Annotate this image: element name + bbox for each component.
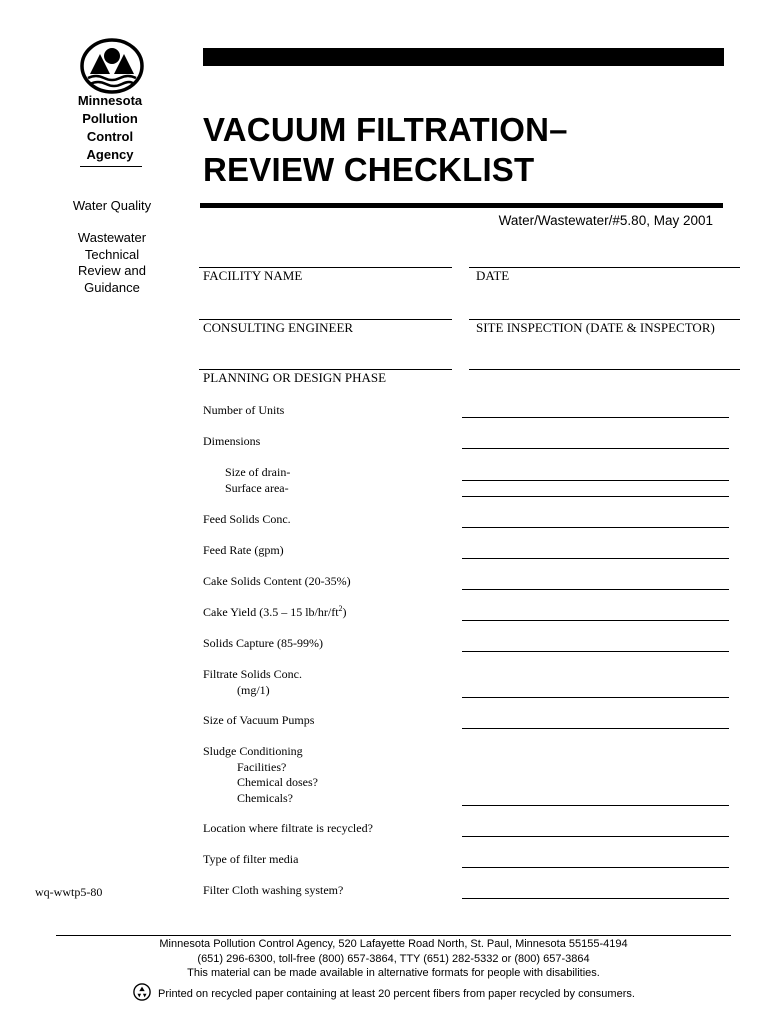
consulting-engineer-label: CONSULTING ENGINEER: [203, 320, 354, 335]
recycle-icon: [133, 983, 151, 1001]
phase-heading: PLANNING OR DESIGN PHASE: [203, 370, 387, 385]
site-inspection-label: SITE INSPECTION (DATE & INSPECTOR): [476, 320, 715, 335]
agency-underline: [80, 166, 142, 167]
program-label: [60, 230, 164, 296]
cake-yield-text: Cake Yield (3.5 – 15 lb/hr/ft: [203, 605, 339, 619]
date-label: DATE: [476, 268, 510, 283]
surface-area-label: Surface area-: [225, 480, 289, 495]
program-line: Wastewater: [77, 230, 147, 245]
filtrate-solids-label: Filtrate Solids Conc.: [203, 667, 302, 681]
cake-yield-exponent: 2: [338, 604, 343, 613]
agency-name-line: Minnesota: [77, 93, 143, 108]
chemical-doses-label: Chemical doses?: [237, 775, 318, 789]
checklist-item-sludge-conditioning: [203, 744, 318, 806]
footer-availability: This material can be made available in alternative formats for people with disabilities.: [187, 967, 600, 979]
agency-name-line: Control: [86, 129, 134, 144]
answer-line-size-of-drain[interactable]: [462, 480, 729, 481]
facility-name-label: FACILITY NAME: [203, 268, 303, 283]
size-of-drain-label: Size of drain-: [225, 465, 291, 479]
program-line: Technical: [84, 246, 140, 262]
checklist-item-vacuum-pumps: Size of Vacuum Pumps: [203, 713, 315, 727]
footer-phones: (651) 296-6300, toll-free (800) 657-3864, TTY (651) 282-5332 or (800) 657-3864: [197, 953, 590, 965]
checklist-item-drain-surface: [203, 465, 290, 496]
answer-line-feed-rate[interactable]: [462, 558, 729, 559]
program-line: Guidance: [84, 279, 140, 295]
filtrate-units-label: (mg/1): [237, 682, 270, 697]
sludge-conditioning-label: Sludge Conditioning: [203, 744, 303, 758]
facilities-label: Facilities?: [237, 759, 287, 774]
checklist-item-cake-solids: Cake Solids Content (20-35%): [203, 574, 351, 588]
answer-line-surface-area[interactable]: [462, 496, 729, 497]
answer-line-filtrate-location[interactable]: [462, 836, 729, 837]
footer-divider: [56, 935, 731, 936]
answer-line-sludge-conditioning[interactable]: [462, 805, 729, 806]
checklist-item-dimensions: Dimensions: [203, 434, 261, 448]
program-line: Review and: [78, 263, 146, 278]
checklist-item-cake-yield: [203, 605, 347, 621]
answer-line-cake-yield[interactable]: [462, 620, 729, 621]
site-inspection-answer-line[interactable]: [469, 369, 740, 370]
checklist-item-filtrate-solids: [203, 667, 302, 698]
document-number: Water/Wastewater/#5.80, May 2001: [498, 213, 713, 228]
division-label: Water Quality: [72, 198, 152, 213]
page-title: [203, 110, 723, 190]
checklist-item-feed-rate: Feed Rate (gpm): [203, 543, 284, 557]
checklist-item-number-of-units: Number of Units: [203, 403, 285, 417]
document-code: wq-wwtp5-80: [35, 885, 103, 899]
header-bar: [203, 48, 724, 66]
answer-line-vacuum-pumps[interactable]: [462, 728, 729, 729]
checklist-item-filter-media: Type of filter media: [203, 852, 299, 866]
checklist-item-feed-solids: Feed Solids Conc.: [203, 512, 291, 526]
answer-line-filtrate-solids[interactable]: [462, 697, 729, 698]
footer-recycled-note: Printed on recycled paper containing at least 20 percent fibers from paper recycled by consumers.: [158, 988, 635, 1000]
mpca-logo-icon: [80, 38, 144, 94]
checklist-item-cloth-washing: Filter Cloth washing system?: [203, 883, 344, 897]
agency-name-line: Pollution: [82, 111, 138, 126]
answer-line-number-of-units[interactable]: [462, 417, 729, 418]
answer-line-solids-capture[interactable]: [462, 651, 729, 652]
footer-address: Minnesota Pollution Control Agency, 520 Lafayette Road North, St. Paul, Minnesota 55155-4194: [159, 938, 628, 950]
cake-yield-close: ): [342, 605, 347, 619]
date-line[interactable]: [469, 267, 740, 268]
answer-line-dimensions[interactable]: [462, 448, 729, 449]
agency-name-line: Agency: [86, 147, 134, 162]
checklist-item-solids-capture: Solids Capture (85-99%): [203, 636, 323, 650]
title-divider: [200, 203, 723, 208]
answer-line-filter-media[interactable]: [462, 867, 729, 868]
agency-name: [60, 92, 160, 164]
checklist-item-filtrate-location: Location where filtrate is recycled?: [203, 821, 373, 835]
title-line: REVIEW CHECKLIST: [203, 151, 535, 188]
title-line: VACUUM FILTRATION–: [203, 111, 568, 148]
answer-line-cloth-washing[interactable]: [462, 898, 729, 899]
answer-line-feed-solids[interactable]: [462, 527, 729, 528]
chemicals-label: Chemicals?: [237, 790, 293, 805]
answer-line-cake-solids[interactable]: [462, 589, 729, 590]
